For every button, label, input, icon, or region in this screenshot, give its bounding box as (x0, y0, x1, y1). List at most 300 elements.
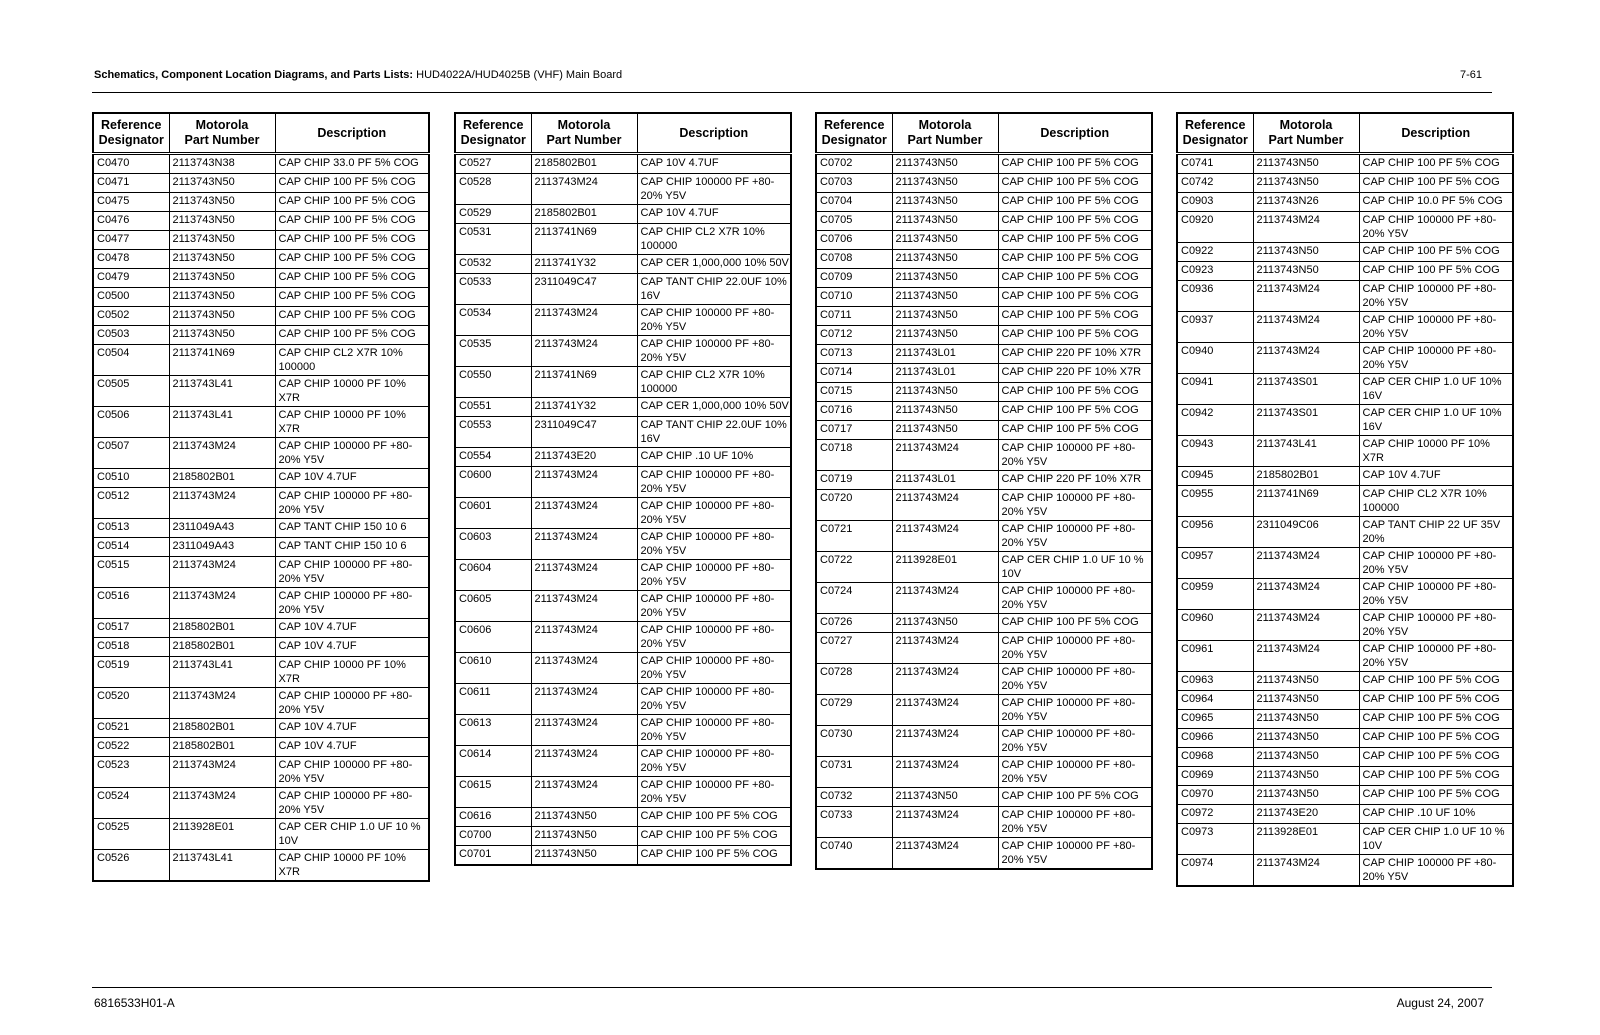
description-cell: CAP CER CHIP 1.0 UF 10 % 10V (1359, 824, 1513, 855)
part-number-cell: 2113928E01 (892, 552, 998, 583)
table-row (816, 364, 1152, 383)
reference-designator-cell: C0963 (1177, 672, 1253, 691)
part-number-cell: 2113743M24 (531, 653, 637, 684)
reference-designator-header (816, 113, 892, 154)
motorola-part-number-header (169, 113, 275, 154)
description-cell: CAP CHIP 100000 PF +80-20% Y5V (1359, 641, 1513, 672)
table-row (93, 154, 429, 174)
part-number-cell: 2113743N50 (531, 827, 637, 846)
description-cell: CAP CER CHIP 1.0 UF 10% 16V (1359, 405, 1513, 436)
table-row (455, 746, 791, 777)
part-number-cell: 2113743M24 (531, 529, 637, 560)
part-number-cell: 2113743M24 (531, 591, 637, 622)
table-row (816, 695, 1152, 726)
part-number-cell: 2113743L01 (892, 364, 998, 383)
reference-designator-cell: C0719 (816, 471, 892, 490)
table-row (93, 193, 429, 212)
reference-designator-cell: C0504 (93, 345, 169, 376)
table-row (93, 307, 429, 326)
description-cell: CAP CHIP CL2 X7R 10% 100000 (1359, 486, 1513, 517)
reference-designator-cell: C0502 (93, 307, 169, 326)
description-cell: CAP CHIP 100 PF 5% COG (1359, 243, 1513, 262)
table-row (1177, 517, 1513, 548)
table-row (1177, 824, 1513, 855)
motorola-part-number-header (1253, 113, 1359, 154)
part-number-cell: 2113743N50 (892, 174, 998, 193)
reference-designator-cell: C0477 (93, 231, 169, 250)
reference-designator-cell: C0519 (93, 657, 169, 688)
part-number-cell: 2185802B01 (1253, 467, 1359, 486)
part-number-cell: 2113743N50 (169, 326, 275, 345)
reference-designator-cell: C0715 (816, 383, 892, 402)
description-cell: CAP CHIP 100000 PF +80-20% Y5V (637, 684, 791, 715)
part-number-cell: 2113741N69 (169, 345, 275, 376)
reference-designator-cell: C0525 (93, 819, 169, 850)
part-number-cell: 2113743M24 (1253, 343, 1359, 374)
reference-designator-cell: C0721 (816, 521, 892, 552)
table-row (1177, 281, 1513, 312)
part-number-cell: 2113743L41 (169, 850, 275, 882)
description-cell: CAP CHIP 100000 PF +80-20% Y5V (637, 777, 791, 808)
description-cell: CAP CHIP CL2 X7R 10% 100000 (637, 224, 791, 255)
table-row (455, 305, 791, 336)
description-cell: CAP CHIP 100000 PF +80-20% Y5V (998, 695, 1152, 726)
table-row (816, 664, 1152, 695)
table-row (455, 205, 791, 224)
description-cell: CAP CER 1,000,000 10% 50V (637, 255, 791, 274)
description-cell: CAP CHIP 100 PF 5% COG (998, 250, 1152, 269)
description-cell: CAP CHIP 10000 PF 10% X7R (275, 850, 429, 882)
description-cell: CAP CHIP 100000 PF +80-20% Y5V (637, 305, 791, 336)
table-row (1177, 154, 1513, 174)
part-number-cell: 2113743N50 (892, 231, 998, 250)
description-cell: CAP CHIP 10000 PF 10% X7R (1359, 436, 1513, 467)
reference-designator-cell: C0945 (1177, 467, 1253, 486)
reference-designator-cell: C0732 (816, 788, 892, 807)
part-number-cell: 2113743M24 (892, 807, 998, 838)
description-cell: CAP CHIP 220 PF 10% X7R (998, 364, 1152, 383)
reference-designator-cell: C0616 (455, 808, 531, 827)
reference-designator-cell: C0720 (816, 490, 892, 521)
part-number-cell: 2113743S01 (1253, 405, 1359, 436)
description-cell: CAP CHIP 100000 PF +80-20% Y5V (998, 807, 1152, 838)
table-row (1177, 786, 1513, 805)
reference-designator-cell: C0731 (816, 757, 892, 788)
table-row (816, 807, 1152, 838)
part-number-cell: 2113743L41 (1253, 436, 1359, 467)
table-row (816, 174, 1152, 193)
reference-designator-cell: C0512 (93, 488, 169, 519)
part-number-cell: 2185802B01 (169, 469, 275, 488)
reference-designator-header-line: Designator (821, 133, 887, 147)
reference-designator-cell: C0936 (1177, 281, 1253, 312)
part-number-cell: 2113743M24 (169, 438, 275, 469)
part-number-cell: 2113743M24 (531, 622, 637, 653)
part-number-cell: 2113743E20 (1253, 805, 1359, 824)
reference-designator-cell: C0722 (816, 552, 892, 583)
table-row (1177, 548, 1513, 579)
part-number-cell: 2185802B01 (169, 638, 275, 657)
reference-designator-cell: C0974 (1177, 855, 1253, 887)
description-cell: CAP CHIP 100 PF 5% COG (998, 421, 1152, 440)
reference-designator-cell: C0702 (816, 154, 892, 174)
table-row (1177, 672, 1513, 691)
description-cell: CAP 10V 4.7UF (275, 469, 429, 488)
table-row (816, 521, 1152, 552)
description-cell: CAP 10V 4.7UF (275, 638, 429, 657)
reference-designator-cell: C0517 (93, 619, 169, 638)
reference-designator-cell: C0514 (93, 538, 169, 557)
part-number-cell: 2113743M24 (892, 664, 998, 695)
part-number-cell: 2113743N50 (892, 288, 998, 307)
description-cell: CAP CHIP 100000 PF +80-20% Y5V (998, 757, 1152, 788)
reference-designator-cell: C0741 (1177, 154, 1253, 174)
description-cell: CAP CHIP 10.0 PF 5% COG (1359, 193, 1513, 212)
part-number-cell: 2113741Y32 (531, 398, 637, 417)
table-row (93, 619, 429, 638)
table-row (816, 345, 1152, 364)
description-cell: CAP CHIP 100000 PF +80-20% Y5V (637, 715, 791, 746)
reference-designator-cell: C0703 (816, 174, 892, 193)
table-row (93, 212, 429, 231)
reference-designator-cell: C0523 (93, 757, 169, 788)
part-number-cell: 2113743M24 (531, 560, 637, 591)
table-row (93, 288, 429, 307)
table-header-row (816, 113, 1152, 154)
table-row (1177, 174, 1513, 193)
part-number-cell: 2113741N69 (1253, 486, 1359, 517)
description-cell: CAP CHIP 10000 PF 10% X7R (275, 376, 429, 407)
part-number-cell: 2113743L41 (169, 407, 275, 438)
description-cell: CAP CHIP 33.0 PF 5% COG (275, 154, 429, 174)
reference-designator-header-line: Designator (98, 133, 164, 147)
description-cell: CAP CHIP 100 PF 5% COG (998, 193, 1152, 212)
part-number-cell: 2113743L01 (892, 471, 998, 490)
description-cell: CAP CHIP 100000 PF +80-20% Y5V (275, 588, 429, 619)
reference-designator-cell: C0532 (455, 255, 531, 274)
reference-designator-cell: C0733 (816, 807, 892, 838)
table-row (1177, 691, 1513, 710)
description-cell: CAP CHIP 100000 PF +80-20% Y5V (1359, 281, 1513, 312)
description-cell: CAP CHIP 100000 PF +80-20% Y5V (637, 591, 791, 622)
table-row (816, 490, 1152, 521)
description-cell: CAP CHIP 100 PF 5% COG (637, 846, 791, 866)
reference-designator-cell: C0476 (93, 212, 169, 231)
description-cell: CAP CHIP 100000 PF +80-20% Y5V (275, 788, 429, 819)
description-cell: CAP CHIP 10000 PF 10% X7R (275, 407, 429, 438)
reference-designator-cell: C0964 (1177, 691, 1253, 710)
motorola-part-number-header-line: Part Number (546, 133, 622, 147)
part-number-cell: 2113741N69 (531, 224, 637, 255)
description-cell: CAP CHIP 100000 PF +80-20% Y5V (637, 174, 791, 205)
description-cell: CAP CHIP 100 PF 5% COG (275, 231, 429, 250)
description-cell: CAP CHIP 100000 PF +80-20% Y5V (637, 529, 791, 560)
table-row (816, 552, 1152, 583)
table-row (93, 757, 429, 788)
table-row (1177, 579, 1513, 610)
part-number-cell: 2113743N50 (892, 788, 998, 807)
description-header: Description (275, 113, 429, 154)
table-row (455, 274, 791, 305)
reference-designator-cell: C0515 (93, 557, 169, 588)
reference-designator-cell: C0704 (816, 193, 892, 212)
reference-designator-header-line: Designator (460, 133, 526, 147)
description-cell: CAP TANT CHIP 22.0UF 10% 16V (637, 417, 791, 448)
reference-designator-cell: C0705 (816, 212, 892, 231)
part-number-cell: 2113743M24 (892, 490, 998, 521)
part-number-cell: 2113743N50 (892, 212, 998, 231)
part-number-cell: 2113743M24 (531, 174, 637, 205)
part-number-cell: 2113743M24 (531, 777, 637, 808)
header-title-rest: HUD4022A/HUD4025B (VHF) Main Board (413, 69, 623, 81)
description-cell: CAP CHIP 100 PF 5% COG (275, 288, 429, 307)
part-number-cell: 2113743M24 (892, 757, 998, 788)
table-row (1177, 855, 1513, 887)
reference-designator-cell: C0969 (1177, 767, 1253, 786)
reference-designator-cell: C0600 (455, 467, 531, 498)
description-cell: CAP CHIP 100 PF 5% COG (275, 193, 429, 212)
part-number-cell: 2113743M24 (1253, 212, 1359, 243)
reference-designator-cell: C0718 (816, 440, 892, 471)
motorola-part-number-header-line: Part Number (907, 133, 983, 147)
table-row (1177, 710, 1513, 729)
table-row (455, 684, 791, 715)
description-cell: CAP CHIP 100 PF 5% COG (998, 212, 1152, 231)
table-row (1177, 374, 1513, 405)
part-number-cell: 2113743M24 (531, 715, 637, 746)
reference-designator-cell: C0729 (816, 695, 892, 726)
reference-designator-cell: C0553 (455, 417, 531, 448)
part-number-cell: 2113743L01 (892, 345, 998, 364)
table-row (455, 255, 791, 274)
part-number-cell: 2113743M24 (169, 588, 275, 619)
reference-designator-header-line: Reference (101, 118, 162, 132)
motorola-part-number-header-line: Motorola (195, 118, 249, 132)
motorola-part-number-header (892, 113, 998, 154)
reference-designator-cell: C0937 (1177, 312, 1253, 343)
description-header: Description (998, 113, 1152, 154)
reference-designator-cell: C0960 (1177, 610, 1253, 641)
description-cell: CAP CHIP 100 PF 5% COG (1359, 710, 1513, 729)
table-row (816, 154, 1152, 174)
description-cell: CAP CHIP 100 PF 5% COG (1359, 174, 1513, 193)
part-number-cell: 2185802B01 (531, 205, 637, 224)
part-number-cell: 2113743N50 (169, 231, 275, 250)
description-cell: CAP CHIP 100 PF 5% COG (998, 326, 1152, 345)
part-number-cell: 2113743N50 (1253, 729, 1359, 748)
table-row (93, 657, 429, 688)
part-number-cell: 2113743M24 (1253, 610, 1359, 641)
description-cell: CAP CHIP 100000 PF +80-20% Y5V (998, 664, 1152, 695)
table-row (93, 407, 429, 438)
table-row (93, 719, 429, 738)
table-row (455, 808, 791, 827)
description-cell: CAP CHIP 100000 PF +80-20% Y5V (275, 488, 429, 519)
table-row (455, 622, 791, 653)
reference-designator-cell: C0740 (816, 838, 892, 870)
description-cell: CAP CHIP 100000 PF +80-20% Y5V (637, 498, 791, 529)
part-number-cell: 2311049A43 (169, 538, 275, 557)
part-number-cell: 2113743N50 (892, 269, 998, 288)
description-cell: CAP CHIP 100000 PF +80-20% Y5V (637, 336, 791, 367)
reference-designator-cell: C0513 (93, 519, 169, 538)
page-number: 7-61 (1459, 69, 1482, 81)
reference-designator-cell: C0603 (455, 529, 531, 560)
reference-designator-cell: C0503 (93, 326, 169, 345)
reference-designator-cell: C0714 (816, 364, 892, 383)
part-number-cell: 2113741Y32 (531, 255, 637, 274)
part-number-cell: 2113743M24 (531, 498, 637, 529)
part-number-cell: 2113743N50 (892, 421, 998, 440)
reference-designator-cell: C0479 (93, 269, 169, 288)
description-header: Description (637, 113, 791, 154)
reference-designator-cell: C0955 (1177, 486, 1253, 517)
table-row (816, 788, 1152, 807)
table-row (816, 614, 1152, 633)
table-row (93, 469, 429, 488)
reference-designator-cell: C0604 (455, 560, 531, 591)
description-cell: CAP CHIP 100 PF 5% COG (1359, 748, 1513, 767)
reference-designator-cell: C0727 (816, 633, 892, 664)
part-number-cell: 2311049A43 (169, 519, 275, 538)
part-number-cell: 2113743N50 (169, 269, 275, 288)
description-cell: CAP CHIP 100 PF 5% COG (275, 174, 429, 193)
table-row (1177, 405, 1513, 436)
table-row (1177, 212, 1513, 243)
part-number-cell: 2113743N50 (892, 154, 998, 174)
part-number-cell: 2311049C47 (531, 274, 637, 305)
part-number-cell: 2113743M24 (1253, 312, 1359, 343)
description-cell: CAP CHIP 100000 PF +80-20% Y5V (1359, 212, 1513, 243)
motorola-part-number-header-line: Motorola (918, 118, 972, 132)
table-row (93, 688, 429, 719)
part-number-cell: 2113743M24 (892, 440, 998, 471)
reference-designator-cell: C0550 (455, 367, 531, 398)
description-cell: CAP CHIP 100000 PF +80-20% Y5V (998, 583, 1152, 614)
part-number-cell: 2113743M24 (892, 521, 998, 552)
table-row (1177, 262, 1513, 281)
part-number-cell: 2113743N50 (1253, 243, 1359, 262)
description-cell: CAP CHIP 100000 PF +80-20% Y5V (275, 438, 429, 469)
part-number-cell: 2113743M24 (531, 305, 637, 336)
table-row (455, 367, 791, 398)
description-cell: CAP CHIP 100 PF 5% COG (1359, 786, 1513, 805)
reference-designator-header-line: Designator (1182, 133, 1248, 147)
table-row (816, 440, 1152, 471)
reference-designator-cell: C0712 (816, 326, 892, 345)
table-row (1177, 486, 1513, 517)
reference-designator-cell: C0606 (455, 622, 531, 653)
part-number-cell: 2113743N50 (531, 846, 637, 866)
reference-designator-cell: C0966 (1177, 729, 1253, 748)
part-number-cell: 2113743M24 (1253, 579, 1359, 610)
part-number-cell: 2113743S01 (1253, 374, 1359, 405)
description-cell: CAP TANT CHIP 150 10 6 (275, 519, 429, 538)
reference-designator-cell: C0956 (1177, 517, 1253, 548)
table-row (455, 529, 791, 560)
part-number-cell: 2113743M24 (892, 838, 998, 870)
part-number-cell: 2113743M24 (1253, 548, 1359, 579)
part-number-cell: 2113743N50 (892, 383, 998, 402)
motorola-part-number-header (531, 113, 637, 154)
description-cell: CAP CHIP 100 PF 5% COG (998, 307, 1152, 326)
part-number-cell: 2113743N50 (1253, 262, 1359, 281)
table-row (455, 560, 791, 591)
description-cell: CAP CHIP 100000 PF +80-20% Y5V (637, 653, 791, 684)
part-number-cell: 2113743N50 (1253, 786, 1359, 805)
reference-designator-cell: C0957 (1177, 548, 1253, 579)
parts-table-4 (1176, 112, 1514, 887)
reference-designator-cell: C0533 (455, 274, 531, 305)
part-number-cell: 2113743N50 (1253, 154, 1359, 174)
table-row (455, 417, 791, 448)
reference-designator-cell: C0922 (1177, 243, 1253, 262)
reference-designator-cell: C0710 (816, 288, 892, 307)
part-number-cell: 2113743N50 (892, 250, 998, 269)
table-row (816, 726, 1152, 757)
reference-designator-cell: C0973 (1177, 824, 1253, 855)
part-number-cell: 2185802B01 (169, 719, 275, 738)
description-header: Description (1359, 113, 1513, 154)
part-number-cell: 2311049C47 (531, 417, 637, 448)
table-row (93, 438, 429, 469)
table-row (455, 846, 791, 866)
table-row (93, 326, 429, 345)
description-cell: CAP CHIP 100000 PF +80-20% Y5V (998, 440, 1152, 471)
footer-rule (92, 987, 1492, 988)
table-row (93, 638, 429, 657)
reference-designator-cell: C0923 (1177, 262, 1253, 281)
table-row (816, 633, 1152, 664)
description-cell: CAP CER 1,000,000 10% 50V (637, 398, 791, 417)
reference-designator-cell: C0711 (816, 307, 892, 326)
reference-designator-cell: C0526 (93, 850, 169, 882)
reference-designator-cell: C0717 (816, 421, 892, 440)
part-number-cell: 2113743M24 (169, 557, 275, 588)
table-row (1177, 436, 1513, 467)
description-cell: CAP CHIP 220 PF 10% X7R (998, 345, 1152, 364)
part-number-cell: 2113743N50 (892, 614, 998, 633)
description-cell: CAP CHIP 100 PF 5% COG (998, 788, 1152, 807)
table-row (455, 154, 791, 174)
description-cell: CAP CHIP 100 PF 5% COG (275, 307, 429, 326)
description-cell: CAP CHIP 100 PF 5% COG (637, 827, 791, 846)
table-header-row (455, 113, 791, 154)
description-cell: CAP CHIP 100000 PF +80-20% Y5V (1359, 855, 1513, 887)
reference-designator-cell: C0701 (455, 846, 531, 866)
reference-designator-cell: C0518 (93, 638, 169, 657)
reference-designator-cell: C0505 (93, 376, 169, 407)
reference-designator-cell: C0742 (1177, 174, 1253, 193)
description-cell: CAP 10V 4.7UF (637, 205, 791, 224)
reference-designator-cell: C0605 (455, 591, 531, 622)
description-cell: CAP CER CHIP 1.0 UF 10 % 10V (275, 819, 429, 850)
description-cell: CAP CHIP 100 PF 5% COG (1359, 767, 1513, 786)
reference-designator-cell: C0959 (1177, 579, 1253, 610)
motorola-part-number-header-line: Motorola (1279, 118, 1333, 132)
table-row (455, 653, 791, 684)
description-cell: CAP 10V 4.7UF (637, 154, 791, 174)
reference-designator-cell: C0516 (93, 588, 169, 619)
part-number-cell: 2113743N50 (169, 174, 275, 193)
description-cell: CAP TANT CHIP 150 10 6 (275, 538, 429, 557)
reference-designator-cell: C0965 (1177, 710, 1253, 729)
part-number-cell: 2113743M24 (169, 788, 275, 819)
description-cell: CAP CHIP 100 PF 5% COG (637, 808, 791, 827)
table-row (93, 850, 429, 882)
part-number-cell: 2113743N50 (892, 326, 998, 345)
description-cell: CAP CHIP 100000 PF +80-20% Y5V (637, 746, 791, 777)
